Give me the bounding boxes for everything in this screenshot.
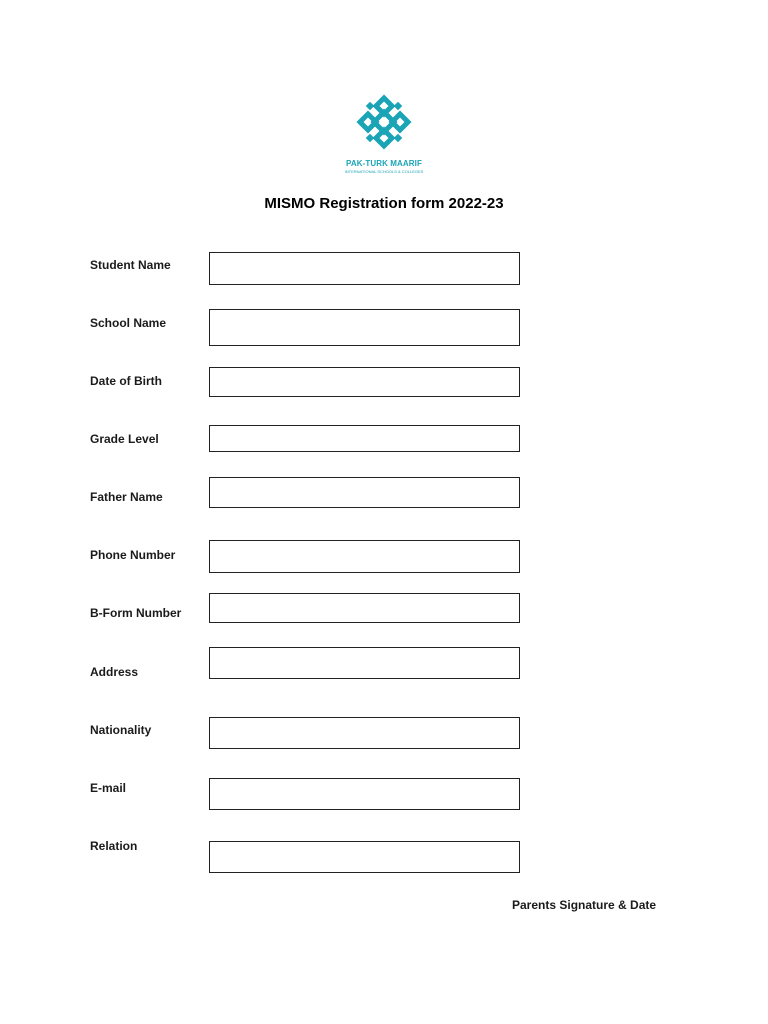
field-label: Address xyxy=(90,665,139,679)
pak-turk-maarif-emblem-icon xyxy=(356,94,412,150)
field-label: Relation xyxy=(90,839,138,853)
phone-number-input[interactable] xyxy=(209,540,520,573)
school-logo xyxy=(342,94,426,178)
field-label: Nationality xyxy=(90,723,152,737)
field-label: Grade Level xyxy=(90,432,159,446)
field-label: E-mail xyxy=(90,781,127,795)
form-title: MISMO Registration form 2022-23 xyxy=(264,195,504,212)
field-label: School Name xyxy=(90,316,167,330)
grade-level-input[interactable] xyxy=(209,425,520,452)
date-of-birth-input[interactable] xyxy=(209,367,520,397)
field-label: Date of Birth xyxy=(90,374,162,388)
field-label: B-Form Number xyxy=(90,606,182,620)
logo-subtitle: INTERNATIONAL SCHOOLS & COLLEGES xyxy=(344,169,424,174)
address-input[interactable] xyxy=(209,647,520,679)
b-form-number-input[interactable] xyxy=(209,593,520,623)
logo-name: PAK-TURK MAARIF xyxy=(345,159,422,168)
field-label: Student Name xyxy=(90,258,171,272)
field-label: Phone Number xyxy=(90,548,176,562)
relation-input[interactable] xyxy=(209,841,520,873)
father-name-input[interactable] xyxy=(209,477,520,508)
parents-signature-label: Parents Signature & Date xyxy=(512,898,657,912)
field-label: Father Name xyxy=(90,490,163,504)
school-name-input[interactable] xyxy=(209,309,520,346)
nationality-input[interactable] xyxy=(209,717,520,749)
email-input[interactable] xyxy=(209,778,520,810)
student-name-input[interactable] xyxy=(209,252,520,285)
